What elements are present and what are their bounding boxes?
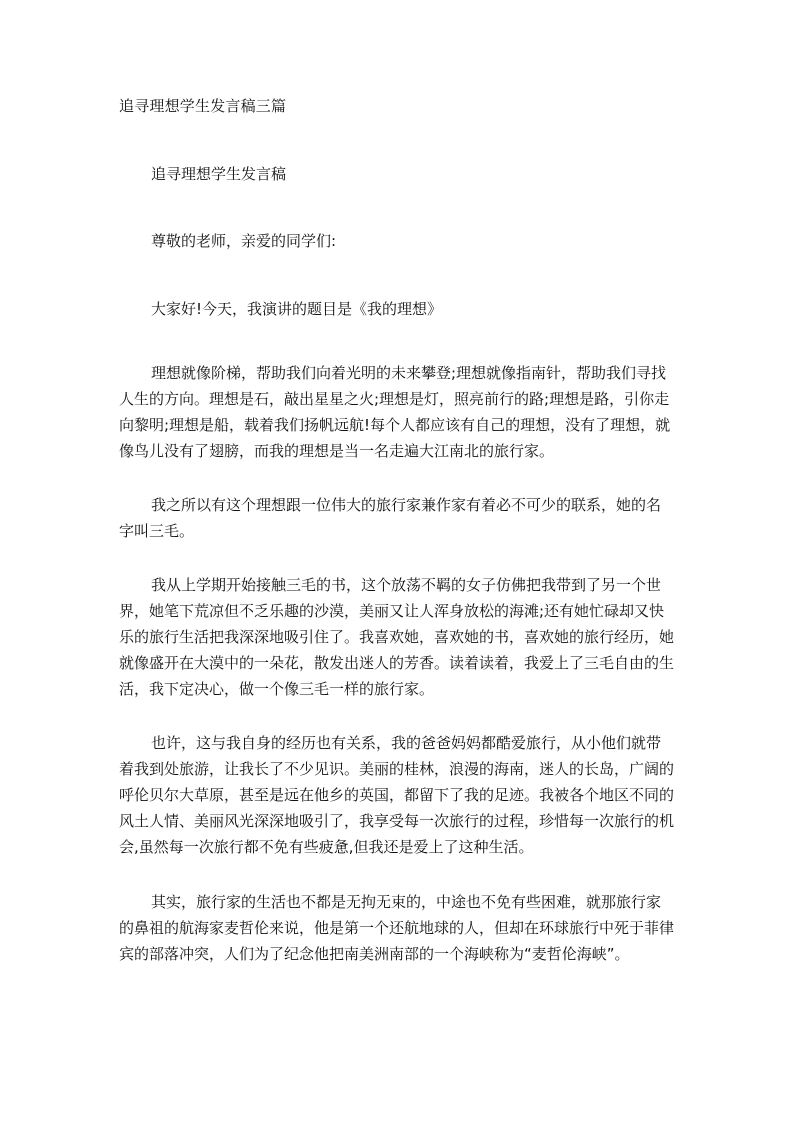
speech-heading: 追寻理想学生发言稿 (151, 165, 287, 183)
body-paragraph-sanmao: 我之所以有这个理想跟一位伟大的旅行家兼作家有着必不可少的联系，她的名字叫三毛。 (119, 496, 662, 540)
document-title: 追寻理想学生发言稿三篇 (119, 97, 287, 115)
body-paragraph-travel-experience: 也许，这与我自身的经历也有关系，我的爸爸妈妈都酷爱旅行，从小他们就带着我到处旅游，让我长了不少见识。美丽的桂林，浪漫的海南，迷人的长岛，广阔的呼伦贝尔大草原，甚至是远在他乡的英国，都留下了我的足迹。我被各个地区不同的风土人情、美丽风光深深地吸引了，我享受每一次旅行的过程，珍惜每一次旅行的机会,虽然每一次旅行都不免有些疲惫,但我还是爱上了这种生活。 (119, 734, 675, 856)
body-paragraph-magellan: 其实，旅行家的生活也不都是无拘无束的，中途也不免有些困难，就那旅行家的鼻祖的航海家麦哲伦来说，他是第一个还航地球的人，但却在环球旅行中死于菲律宾的部落冲突，人们为了纪念他把南美洲南部的一个海峡称为“麦哲伦海峡”。 (119, 893, 675, 963)
body-paragraph-ideal: 理想就像阶梯，帮助我们向着光明的未来攀登;理想就像指南针，帮助我们寻找人生的方向。理想是石，敲出星星之火;理想是灯，照亮前行的路;理想是路，引你走向黎明;理想是船，载着我们扬帆远航!每个人都应该有自己的理想，没有了理想，就像鸟儿没有了翅膀，而我的理想是当一名走遍大江南北的旅行家。 (119, 364, 671, 460)
body-paragraph-books: 我从上学期开始接触三毛的书，这个放荡不羁的女子仿佛把我带到了另一个世界，她笔下荒凉但不乏乐趣的沙漠，美丽又让人浑身放松的海滩;还有她忙碌却又快乐的旅行生活把我深深地吸引住了。我喜欢她，喜欢她的书，喜欢她的旅行经历，她就像盛开在大漠中的一朵花，散发出迷人的芳香。读着读着，我爱上了三毛自由的生活，我下定决心，做一个像三毛一样的旅行家。 (119, 576, 675, 698)
speech-intro: 大家好!今天，我演讲的题目是《我的理想》 (151, 300, 443, 318)
speech-greeting: 尊敬的老师，亲爱的同学们: (151, 232, 337, 250)
